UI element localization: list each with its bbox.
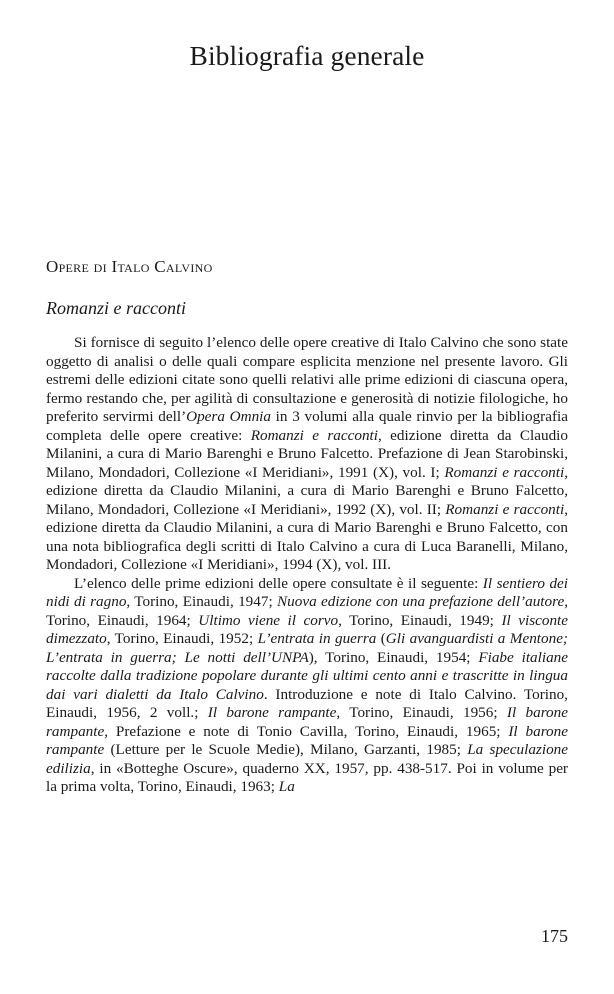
text-run: , Prefazione e note di Tonio Cavilla, Torino, Einaudi, 1965; — [104, 722, 509, 740]
section-heading: Opere di Italo Calvino — [46, 257, 213, 276]
chapter-title: Bibliografia generale — [189, 40, 425, 71]
italic-title: Gli avanguardisti a Mentone; L’entrata in guerra; Le notti dell’UNPA — [46, 630, 568, 666]
text-run: Si fornisce di seguito l’elenco delle opere creative di Italo Calvino che sono state oggetto di analisi o delle quali compare esplicita menzione nel presente lavoro. Gli estremi delle edizioni citate sono quelli relativi alle prime edizioni di ciascuna opera, fermo restando che, per agilità di consultazione e generosità di notizie filologiche, ho preferito servirmi dell’ — [46, 334, 568, 425]
text-run: , in «Botteghe Oscure», quaderno XX, 1957, pp. 438-517. Poi in volume per la prima volta, Torino, Einaudi, 1963; — [46, 759, 568, 795]
text-run: in 3 volumi alla quale rinvio per la bibliografia completa delle opere creative: — [46, 408, 568, 444]
italic-title: Romanzi e racconti — [250, 426, 378, 444]
text-run: , Torino, Einaudi, 1956; — [336, 704, 507, 721]
italic-title: La — [278, 778, 295, 795]
text-run: , Torino, Einaudi, 1964; — [46, 593, 568, 629]
italic-title: Fiabe italiane raccolte dalla tradizione popolare durante gli ultimi cento anni e trascritte in lingua dai vari dialetti da Italo Calvino — [46, 648, 568, 703]
text-run: , edizione diretta da Claudio Milanini, a cura di Mario Barenghi e Bruno Falcetto, Milano, Mondadori, Collezione «I Meridiani», 1992 (X), vol. II; — [46, 463, 569, 518]
page-number: 175 — [541, 926, 568, 946]
italic-title: Il barone rampante — [46, 704, 568, 740]
italic-title: Il visconte dimezzato, — [46, 611, 568, 647]
text-run: , edizione diretta da Claudio Milanini, a cura di Mario Barenghi e Bruno Falcetto, con una nota bibliografica degli scritti di Italo Calvino a cura di Luca Baranelli, Milano, Mondadori, Collezione «I Meridiani», 1994 (X), vol. III. — [46, 500, 568, 573]
italic-title: Nuova edizione con una prefazione dell’autore — [277, 593, 565, 610]
italic-title: Il barone rampante — [207, 704, 337, 721]
text-run: ), Torino, Einaudi, 1954; — [308, 648, 479, 666]
text-run: Torino, Einaudi, 1952; — [110, 630, 258, 647]
italic-title: Opera Omnia — [186, 408, 271, 425]
text-run: L’elenco delle prime edizioni delle opere consultate è il seguente: — [74, 574, 483, 592]
text-run: ( — [376, 630, 386, 647]
italic-title: Romanzi e racconti — [444, 463, 565, 481]
italic-title: La speculazione edilizia — [46, 741, 568, 777]
italic-title: L’entrata in guerra — [257, 630, 377, 647]
text-run: , Torino, Einaudi, 1949; — [338, 611, 502, 629]
body-paragraph — [46, 575, 568, 797]
text-run: (Letture per le Scuole Medie), Milano, Garzanti, 1985; — [104, 741, 468, 758]
text-run: , Torino, Einaudi, 1947; — [126, 593, 278, 610]
text-run: . Introduzione e note di Italo Calvino. Torino, Einaudi, 1956, 2 voll.; — [46, 685, 568, 721]
italic-title: Il barone rampante — [46, 722, 568, 758]
subsection-heading: Romanzi e racconti — [46, 298, 186, 318]
body-paragraph — [46, 334, 568, 575]
italic-title: Ultimo viene il corvo — [198, 611, 339, 629]
italic-title: Romanzi e racconti — [445, 500, 565, 518]
italic-title: Il sentiero dei nidi di ragno — [46, 574, 568, 610]
body-text — [46, 334, 568, 797]
text-run: , edizione diretta da Claudio Milanini, a cura di Mario Barenghi e Bruno Falcetto. Prefazione di Jean Starobinski, Milano, Mondadori, Collezione «I Meridiani», 1991 (X), vol. I; — [46, 426, 568, 481]
